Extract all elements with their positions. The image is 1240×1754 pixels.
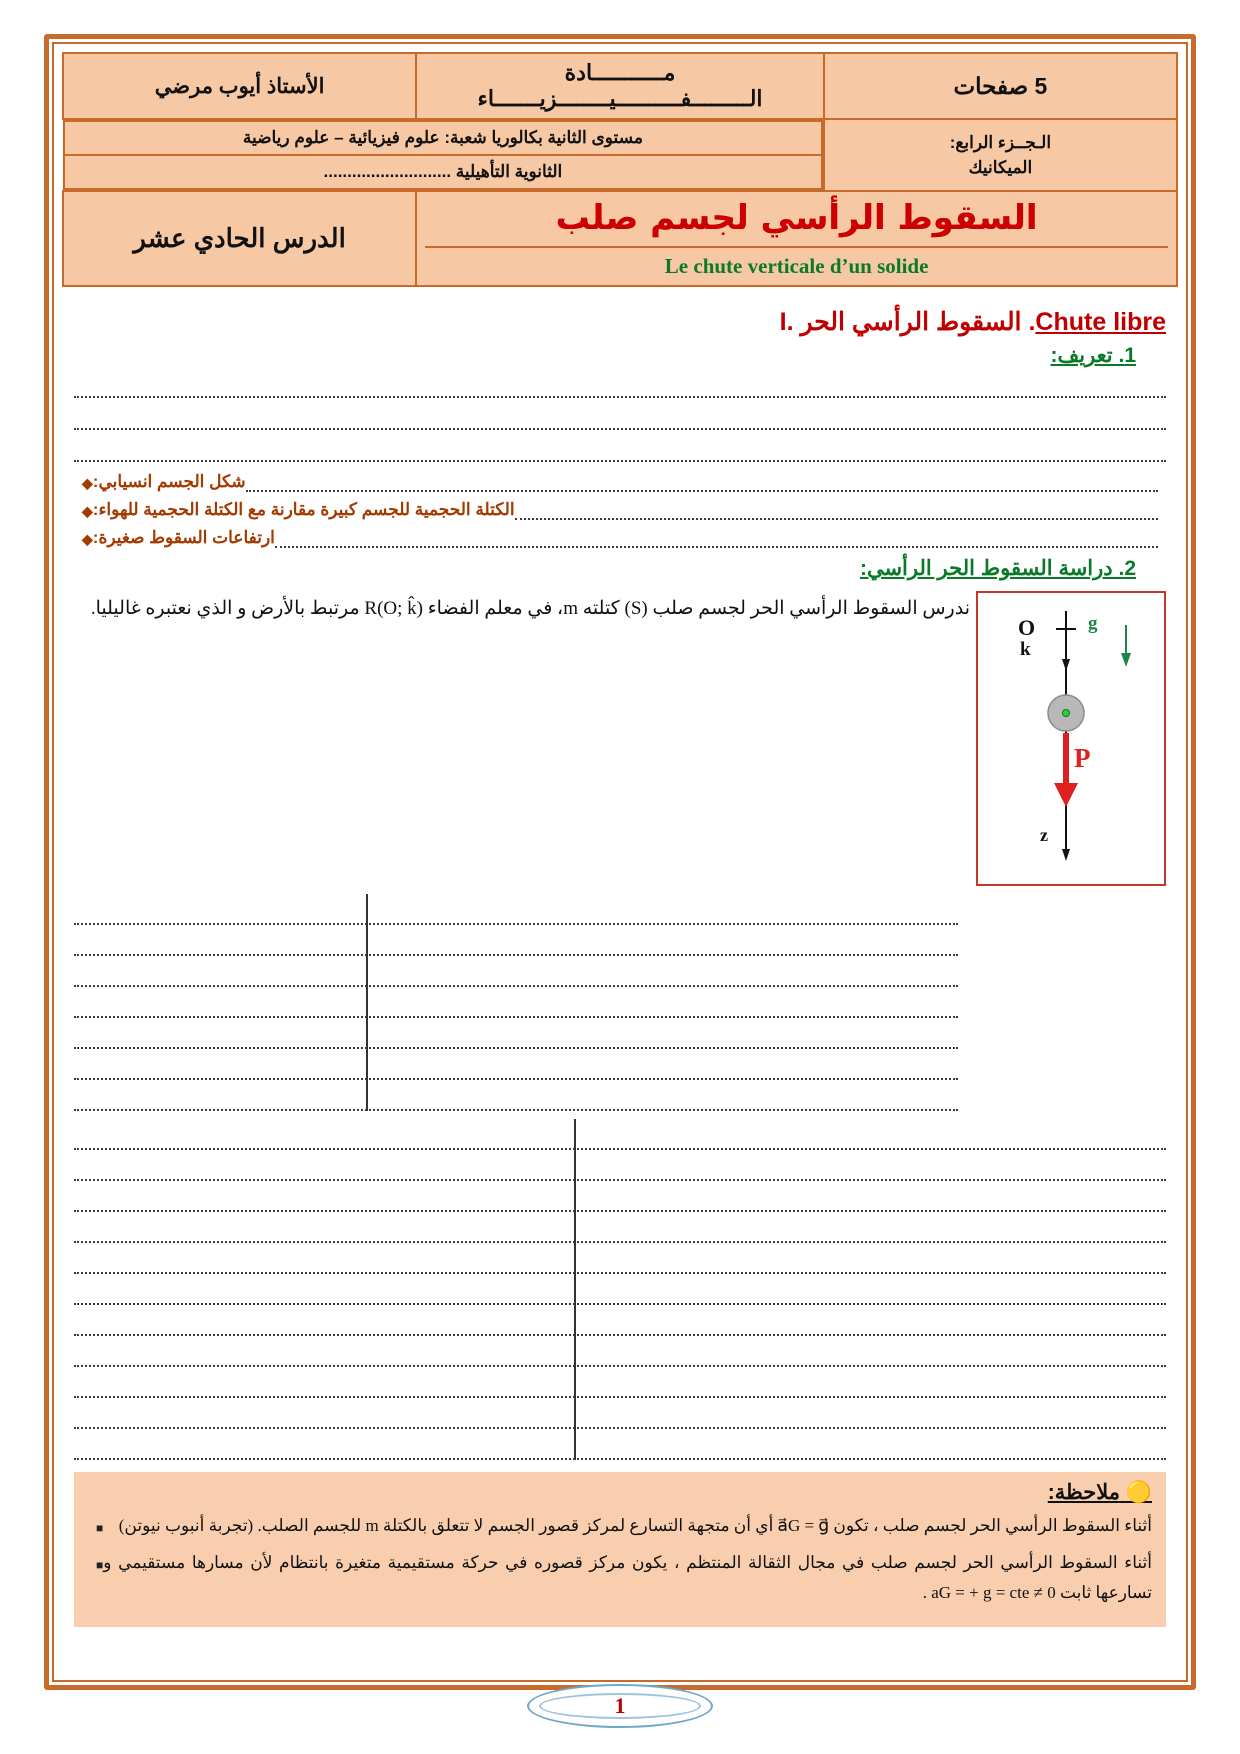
header-part-label: الـجــزء الرابع: bbox=[949, 132, 1052, 152]
blank-line bbox=[74, 1398, 1166, 1429]
blank-line bbox=[74, 1018, 958, 1049]
blank-line bbox=[74, 1243, 1166, 1274]
fill-dots bbox=[275, 534, 1158, 548]
header-subject: مـــــــــــادة الـــــــــفــــــــــيــــــــزيـــــــاء bbox=[416, 53, 824, 119]
subsection-study bbox=[74, 556, 1166, 581]
condition-text: الكتلة الحجمية للجسم كبيرة مقارنة مع الكتلة الحجمية للهواء: bbox=[92, 500, 515, 519]
diagram-origin-label: O bbox=[1018, 615, 1036, 640]
lesson-title-cell bbox=[416, 191, 1177, 286]
blank-line bbox=[74, 404, 1166, 430]
page-number: 1 bbox=[614, 1693, 626, 1718]
coin-icon: 🟡 bbox=[1125, 1481, 1152, 1504]
margin-line bbox=[574, 1119, 576, 1460]
blank-line bbox=[74, 1150, 1166, 1181]
subsection-definition bbox=[74, 343, 1166, 368]
diagram-gravity-label: g⃗ bbox=[1088, 613, 1113, 634]
blank-line bbox=[74, 987, 958, 1018]
blank-line bbox=[74, 372, 1166, 398]
section-heading-1-dot: . bbox=[1028, 308, 1036, 336]
section-heading-1-num: .I bbox=[779, 308, 794, 336]
lesson-title-fr: Le chute verticale d’un solide bbox=[425, 246, 1168, 279]
diamond-bullet-icon: ◆ bbox=[82, 475, 93, 491]
page-content bbox=[62, 52, 1178, 1672]
note-title-label: ملاحظة: bbox=[1047, 1481, 1120, 1504]
blank-line bbox=[74, 1367, 1166, 1398]
list-item bbox=[88, 1548, 1152, 1609]
square-bullet-icon: ■ bbox=[96, 1521, 104, 1535]
blank-line bbox=[74, 1212, 1166, 1243]
header-part bbox=[824, 119, 1177, 191]
diagram-axis-label: z bbox=[1040, 825, 1048, 845]
blank-line bbox=[74, 1049, 958, 1080]
list-item bbox=[88, 1511, 1152, 1542]
page-footer bbox=[0, 1684, 1240, 1728]
square-bullet-icon: ■ bbox=[96, 1557, 104, 1572]
intro-paragraph: ندرس السقوط الرأسي الحر لجسم صلب (S) كتلته m، في معلم الفضاء (R(O; k̂ مرتبط بالأرض و الذي نعتبره غاليليا. bbox=[90, 598, 970, 619]
fill-dots bbox=[515, 506, 1158, 520]
section-heading-1-fr: Chute libre bbox=[1035, 308, 1166, 336]
page-number-badge bbox=[527, 1684, 713, 1728]
blank-line bbox=[74, 894, 958, 925]
note-box bbox=[74, 1472, 1166, 1627]
section-heading-1 bbox=[74, 307, 1166, 337]
note-list bbox=[88, 1511, 1152, 1609]
blank-line bbox=[74, 1305, 1166, 1336]
section-heading-1-ar: السقوط الرأسي الحر bbox=[800, 308, 1022, 336]
list-item bbox=[74, 500, 1166, 520]
free-fall-diagram bbox=[976, 591, 1166, 886]
header-pages: 5 صفحات bbox=[824, 53, 1177, 119]
blank-line bbox=[74, 956, 958, 987]
writing-area-upper bbox=[74, 894, 958, 1111]
diagram-weight-label: P⃗ bbox=[1074, 743, 1112, 773]
figure-and-paragraph bbox=[74, 587, 1166, 886]
note-item-text: أثناء السقوط الرأسي الحر لجسم صلب في مجال الثقالة المنتظم ، يكون مركز قصوره في حركة مستقيمية متغيرة بانتظام لأن مسارها مستقيمي و تسارعها ثابت 0 ≠ aG = + g = cte . bbox=[103, 1552, 1152, 1603]
blank-line bbox=[74, 1429, 1166, 1460]
subsection-study-label: 2. دراسة السقوط الحر الرأسي: bbox=[859, 557, 1136, 580]
note-title bbox=[88, 1480, 1152, 1505]
diagram-unit-vector-label: k⃗ bbox=[1020, 639, 1046, 660]
writing-area-lower bbox=[74, 1119, 1166, 1460]
blank-line bbox=[74, 1274, 1166, 1305]
header-part-value: الميكانيك bbox=[968, 158, 1033, 177]
header-table bbox=[62, 52, 1178, 287]
list-item bbox=[74, 472, 1166, 492]
list-item bbox=[74, 528, 1166, 548]
blank-line bbox=[74, 1119, 1166, 1150]
lesson-number: الدرس الحادي عشر bbox=[63, 191, 416, 286]
blank-line bbox=[74, 1336, 1166, 1367]
subsection-definition-label: 1. تعريف: bbox=[1050, 344, 1136, 367]
margin-line bbox=[366, 894, 368, 1111]
header-teacher: الأستاذ أيوب مرضي bbox=[63, 53, 416, 119]
lesson-title-ar: السقوط الرأسي لجسم صلب bbox=[555, 198, 1038, 238]
diamond-bullet-icon: ◆ bbox=[82, 531, 93, 547]
header-school: الثانوية التأهيلية ........................... bbox=[64, 155, 822, 189]
body-area bbox=[62, 287, 1178, 1627]
diamond-bullet-icon: ◆ bbox=[82, 503, 93, 519]
blank-line bbox=[74, 1181, 1166, 1212]
note-item-text: أثناء السقوط الرأسي الحر لجسم صلب ، تكون a⃗G = g⃗ أي أن متجهة التسارع لمركز قصور الجسم لا تتعلق بالكتلة m للجسم الصلب. (تجربة أنبوب نيوتن) bbox=[118, 1516, 1152, 1535]
blank-line bbox=[74, 925, 958, 956]
diagram-svg bbox=[978, 593, 1164, 884]
fill-dots bbox=[246, 478, 1158, 492]
condition-text: ارتفاعات السقوط صغيرة: bbox=[92, 528, 275, 547]
header-level: مستوى الثانية بكالوريا شعبة: علوم فيزيائية – علوم رياضية bbox=[64, 121, 822, 155]
blank-line bbox=[74, 436, 1166, 462]
condition-text: شكل الجسم انسيابي: bbox=[92, 472, 246, 491]
blank-line bbox=[74, 1080, 958, 1111]
conditions-list bbox=[74, 472, 1166, 548]
